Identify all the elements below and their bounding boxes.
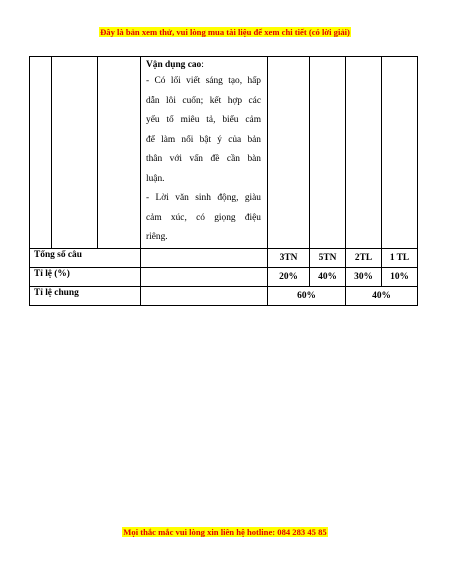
criteria-line: thân với vấn đề cần bàn — [146, 154, 261, 164]
criteria-line: - Có lối viết sáng tạo, hấp — [146, 76, 261, 86]
total-value: 3TN — [268, 248, 310, 267]
empty-cell — [30, 57, 52, 249]
criteria-line: cảm xúc, có giọng điệu — [146, 212, 261, 223]
empty-cell — [382, 57, 418, 249]
overall-ratio-label: Tỉ lệ chung — [30, 286, 141, 305]
criteria-line: để làm nổi bật ý của bản — [146, 134, 261, 145]
criteria-level-heading: Vận dụng cao: — [146, 60, 204, 70]
empty-cell — [346, 57, 382, 249]
ratio-label: Tỉ lệ (%) — [30, 267, 141, 286]
empty-cell — [141, 286, 268, 305]
table-row-total-questions — [30, 248, 418, 267]
ratio-value: 40% — [310, 267, 346, 286]
overall-value: 40% — [346, 286, 418, 305]
hotline-banner — [0, 527, 450, 538]
criteria-line: luận. — [146, 173, 165, 184]
overall-value: 60% — [268, 286, 346, 305]
empty-cell — [310, 57, 346, 249]
total-value: 1 TL — [382, 248, 418, 267]
criteria-description-cell — [141, 57, 268, 249]
hotline-text: Mọi thắc mắc vui lòng xin liên hệ hotline: 084 283 45 85 — [123, 527, 327, 537]
criteria-line: dẫn lôi cuốn; kết hợp các — [146, 95, 261, 106]
criteria-line: - Lời văn sinh động, giàu — [146, 193, 261, 203]
assessment-matrix-table — [29, 56, 418, 306]
total-value: 5TN — [310, 248, 346, 267]
preview-notice-banner — [0, 27, 450, 38]
empty-cell — [268, 57, 310, 249]
criteria-line: yếu tố miêu tả, biểu cảm — [146, 115, 261, 125]
table-row — [30, 57, 418, 249]
table-row-ratio — [30, 267, 418, 286]
ratio-value: 30% — [346, 267, 382, 286]
empty-cell — [52, 57, 98, 249]
ratio-value: 10% — [382, 267, 418, 286]
empty-cell — [141, 248, 268, 267]
empty-cell — [98, 57, 141, 249]
table-row-overall-ratio — [30, 286, 418, 305]
total-questions-label: Tổng số câu — [30, 248, 141, 267]
preview-notice-text: Đây là bản xem thử, vui lòng mua tài liệu để xem chi tiết (có lời giải) — [100, 27, 350, 37]
ratio-value: 20% — [268, 267, 310, 286]
total-value: 2TL — [346, 248, 382, 267]
criteria-line: riêng. — [146, 232, 168, 242]
empty-cell — [141, 267, 268, 286]
